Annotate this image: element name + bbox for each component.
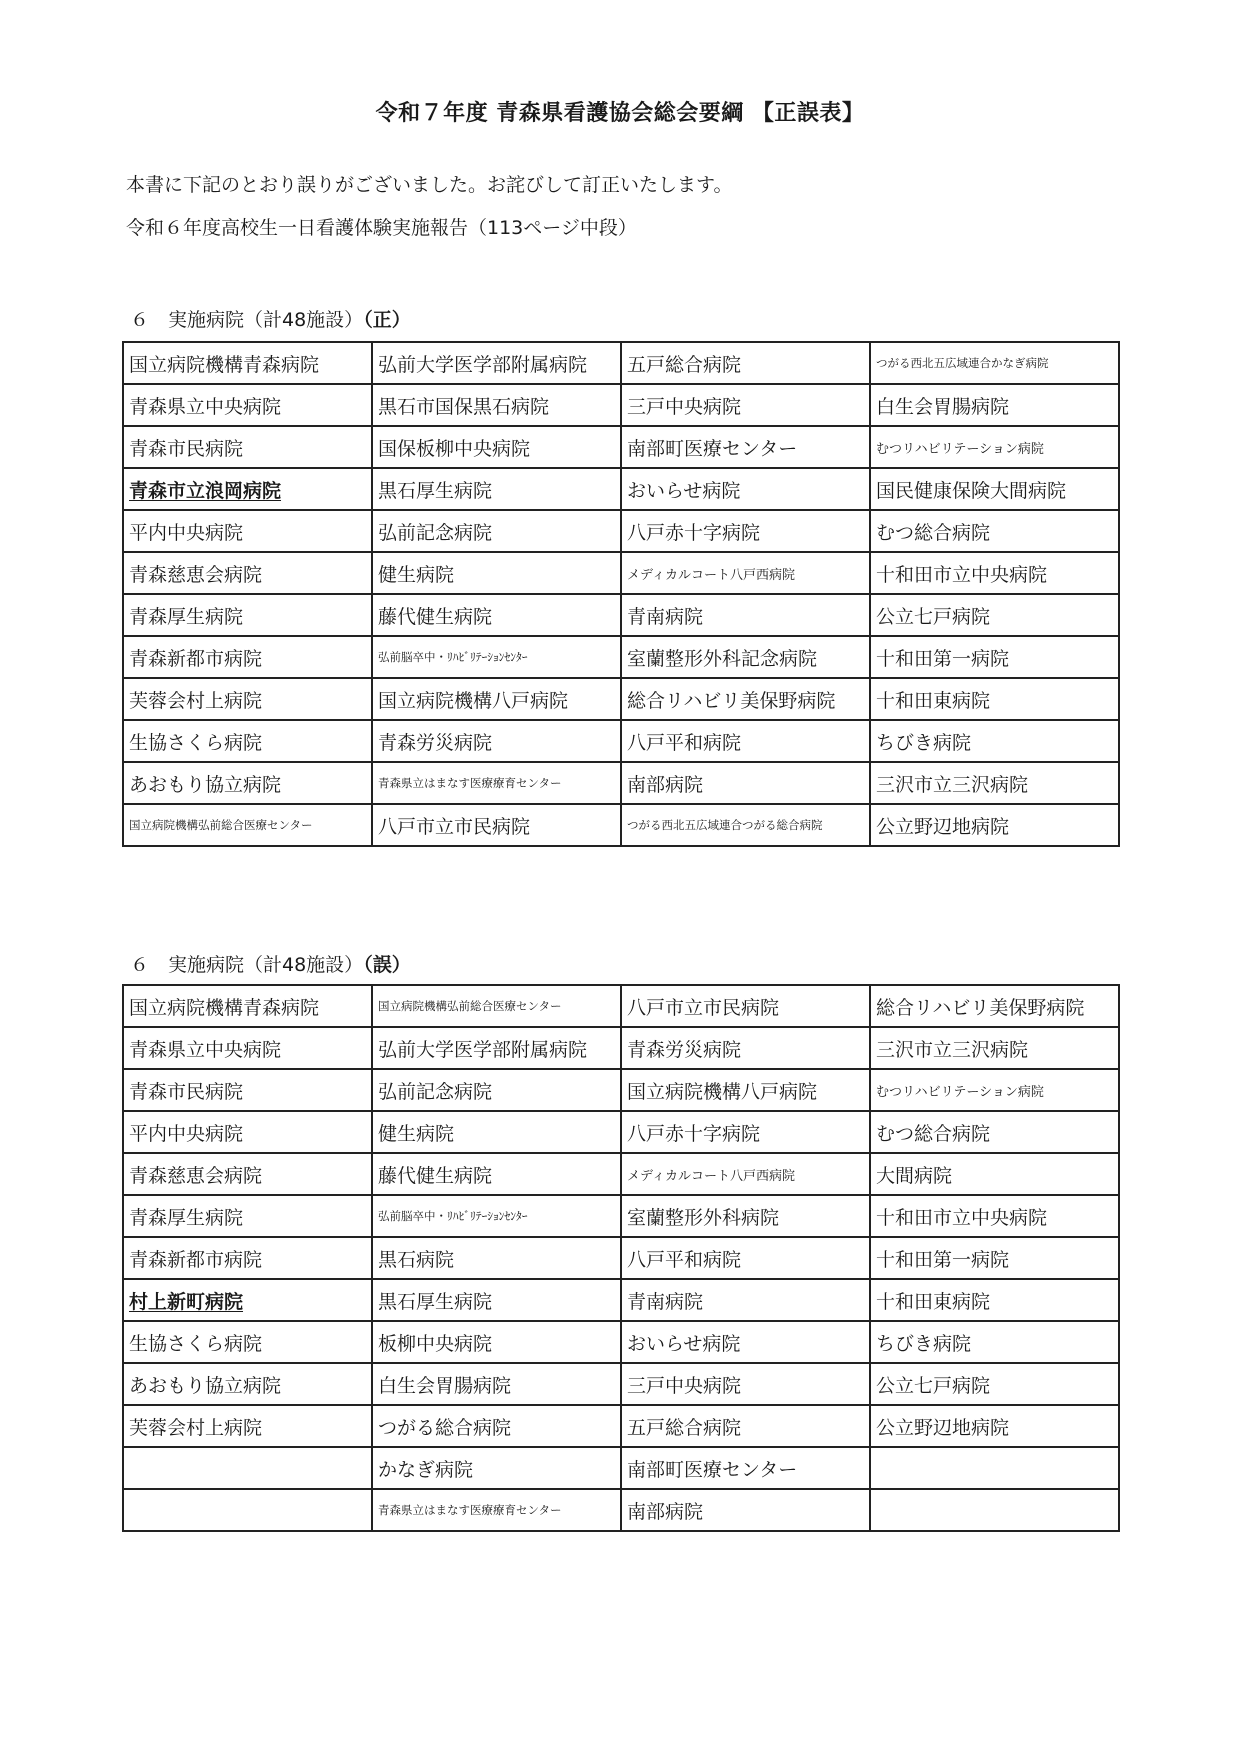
hospital-cell: 平内中央病院	[123, 1111, 372, 1153]
hospital-cell: おいらせ病院	[621, 1321, 870, 1363]
hospital-cell: 弘前脳卒中・ﾘﾊﾋﾞﾘﾃｰｼｮﾝｾﾝﾀｰ	[372, 636, 621, 678]
hospital-cell: 黒石市国保黒石病院	[372, 384, 621, 426]
table-row	[123, 1111, 1119, 1153]
hospital-cell: 公立七戸病院	[870, 1363, 1119, 1405]
table-row	[123, 594, 1119, 636]
hospital-cell: 青森労災病院	[372, 720, 621, 762]
hospital-cell: メディカルコート八戸西病院	[621, 1153, 870, 1195]
hospital-cell	[870, 1447, 1119, 1489]
hospital-cell: 芙蓉会村上病院	[123, 1405, 372, 1447]
hospital-cell: 黒石病院	[372, 1237, 621, 1279]
hospital-cell: 八戸赤十字病院	[621, 510, 870, 552]
hospital-table-incorrect	[122, 984, 1120, 1532]
hospital-cell: 十和田第一病院	[870, 636, 1119, 678]
hospital-cell: 青森市民病院	[123, 1069, 372, 1111]
hospital-cell: 国保板柳中央病院	[372, 426, 621, 468]
hospital-cell: つがる西北五広域連合つがる総合病院	[621, 804, 870, 846]
table-row	[123, 342, 1119, 384]
intro-reference-text: 令和６年度高校生一日看護体験実施報告（113ページ中段）	[126, 217, 637, 239]
document-title: 令和７年度 青森県看護協会総会要綱 【正誤表】	[375, 101, 865, 126]
hospital-cell: 黒石厚生病院	[372, 468, 621, 510]
hospital-table-correct	[122, 341, 1120, 847]
hospital-cell: 青森県立はまなす医療療育センター	[372, 1489, 621, 1531]
hospital-cell: つがる西北五広域連合かなぎ病院	[870, 342, 1119, 384]
hospital-cell: 三戸中央病院	[621, 384, 870, 426]
table-row	[123, 804, 1119, 846]
hospital-cell: 室蘭整形外科病院	[621, 1195, 870, 1237]
hospital-cell: 村上新町病院	[123, 1279, 372, 1321]
hospital-cell: 青森市民病院	[123, 426, 372, 468]
hospital-cell: 国民健康保険大間病院	[870, 468, 1119, 510]
hospital-cell: メディカルコート八戸西病院	[621, 552, 870, 594]
hospital-cell: 八戸市立市民病院	[621, 985, 870, 1027]
hospital-cell: 青森県立中央病院	[123, 1027, 372, 1069]
hospital-cell: 健生病院	[372, 1111, 621, 1153]
hospital-cell: 青南病院	[621, 1279, 870, 1321]
hospital-cell: 十和田東病院	[870, 1279, 1119, 1321]
hospital-cell: 青森新都市病院	[123, 1237, 372, 1279]
hospital-cell: 藤代健生病院	[372, 1153, 621, 1195]
hospital-cell: 公立野辺地病院	[870, 1405, 1119, 1447]
hospital-cell: ちびき病院	[870, 1321, 1119, 1363]
hospital-cell: 三戸中央病院	[621, 1363, 870, 1405]
hospital-cell: 青森厚生病院	[123, 594, 372, 636]
table-row	[123, 1405, 1119, 1447]
table-row	[123, 384, 1119, 426]
hospital-cell: 南部町医療センター	[621, 1447, 870, 1489]
hospital-cell: 芙蓉会村上病院	[123, 678, 372, 720]
hospital-cell: ちびき病院	[870, 720, 1119, 762]
table-row	[123, 468, 1119, 510]
hospital-cell: 八戸市立市民病院	[372, 804, 621, 846]
intro-apology-text: 本書に下記のとおり誤りがございました。お詫びして訂正いたします。	[126, 174, 733, 196]
table-row	[123, 1153, 1119, 1195]
hospital-cell: 生協さくら病院	[123, 1321, 372, 1363]
hospital-cell: 国立病院機構八戸病院	[621, 1069, 870, 1111]
hospital-cell: 青森慈恵会病院	[123, 1153, 372, 1195]
hospital-cell: 青森県立中央病院	[123, 384, 372, 426]
hospital-cell: 青南病院	[621, 594, 870, 636]
hospital-cell: 南部病院	[621, 762, 870, 804]
hospital-cell: 青森市立浪岡病院	[123, 468, 372, 510]
section-heading-tag: （正）	[363, 309, 411, 331]
hospital-cell: 八戸平和病院	[621, 1237, 870, 1279]
hospital-cell: 八戸平和病院	[621, 720, 870, 762]
table-row	[123, 636, 1119, 678]
hospital-cell: むつリハビリテーション病院	[870, 426, 1119, 468]
hospital-cell: 公立七戸病院	[870, 594, 1119, 636]
hospital-cell: 青森厚生病院	[123, 1195, 372, 1237]
hospital-cell: 弘前記念病院	[372, 510, 621, 552]
hospital-cell: 白生会胃腸病院	[870, 384, 1119, 426]
hospital-cell: 南部病院	[621, 1489, 870, 1531]
hospital-cell: 室蘭整形外科記念病院	[621, 636, 870, 678]
hospital-cell: 平内中央病院	[123, 510, 372, 552]
table-row	[123, 1027, 1119, 1069]
section-heading-tag: （誤）	[363, 954, 411, 976]
hospital-cell: むつ総合病院	[870, 1111, 1119, 1153]
hospital-cell: 八戸赤十字病院	[621, 1111, 870, 1153]
table-row	[123, 1195, 1119, 1237]
hospital-cell: 十和田第一病院	[870, 1237, 1119, 1279]
table-row	[123, 1069, 1119, 1111]
table-row	[123, 552, 1119, 594]
hospital-cell: 弘前大学医学部附属病院	[372, 1027, 621, 1069]
hospital-cell: むつ総合病院	[870, 510, 1119, 552]
hospital-cell: 弘前記念病院	[372, 1069, 621, 1111]
hospital-cell: 白生会胃腸病院	[372, 1363, 621, 1405]
section-heading-label: ６ 実施病院（計48施設）	[130, 309, 364, 331]
table-row	[123, 1237, 1119, 1279]
table-row	[123, 678, 1119, 720]
table-row	[123, 762, 1119, 804]
hospital-cell: 生協さくら病院	[123, 720, 372, 762]
hospital-cell: 板柳中央病院	[372, 1321, 621, 1363]
hospital-cell: 五戸総合病院	[621, 1405, 870, 1447]
hospital-cell: 国立病院機構八戸病院	[372, 678, 621, 720]
hospital-cell: 藤代健生病院	[372, 594, 621, 636]
hospital-cell: 国立病院機構弘前総合医療センター	[123, 804, 372, 846]
hospital-cell: 黒石厚生病院	[372, 1279, 621, 1321]
hospital-cell: 弘前大学医学部附属病院	[372, 342, 621, 384]
table-row	[123, 1363, 1119, 1405]
table-row	[123, 1447, 1119, 1489]
table-row	[123, 1321, 1119, 1363]
hospital-cell: 青森県立はまなす医療療育センター	[372, 762, 621, 804]
hospital-cell: あおもり協立病院	[123, 762, 372, 804]
hospital-cell: 国立病院機構青森病院	[123, 985, 372, 1027]
hospital-cell: 三沢市立三沢病院	[870, 762, 1119, 804]
hospital-cell: 総合リハビリ美保野病院	[621, 678, 870, 720]
hospital-cell	[123, 1447, 372, 1489]
table-row	[123, 510, 1119, 552]
hospital-cell: 国立病院機構弘前総合医療センター	[372, 985, 621, 1027]
section-heading-label: ６ 実施病院（計48施設）	[130, 954, 364, 976]
hospital-cell	[870, 1489, 1119, 1531]
table-row	[123, 426, 1119, 468]
hospital-cell: 五戸総合病院	[621, 342, 870, 384]
hospital-cell: 青森慈恵会病院	[123, 552, 372, 594]
hospital-cell: 南部町医療センター	[621, 426, 870, 468]
hospital-cell: むつリハビリテーション病院	[870, 1069, 1119, 1111]
hospital-cell: 総合リハビリ美保野病院	[870, 985, 1119, 1027]
table-row	[123, 985, 1119, 1027]
hospital-cell: 十和田市立中央病院	[870, 552, 1119, 594]
table-row	[123, 720, 1119, 762]
hospital-cell: おいらせ病院	[621, 468, 870, 510]
hospital-cell: 三沢市立三沢病院	[870, 1027, 1119, 1069]
hospital-cell: つがる総合病院	[372, 1405, 621, 1447]
hospital-cell: あおもり協立病院	[123, 1363, 372, 1405]
hospital-cell: 大間病院	[870, 1153, 1119, 1195]
section-heading-incorrect	[130, 950, 411, 977]
hospital-cell	[123, 1489, 372, 1531]
hospital-cell: かなぎ病院	[372, 1447, 621, 1489]
hospital-cell: 十和田市立中央病院	[870, 1195, 1119, 1237]
hospital-cell: 健生病院	[372, 552, 621, 594]
section-heading-correct	[130, 305, 411, 332]
hospital-cell: 公立野辺地病院	[870, 804, 1119, 846]
hospital-cell: 十和田東病院	[870, 678, 1119, 720]
hospital-cell: 青森労災病院	[621, 1027, 870, 1069]
table-row	[123, 1279, 1119, 1321]
hospital-cell: 国立病院機構青森病院	[123, 342, 372, 384]
hospital-cell: 弘前脳卒中・ﾘﾊﾋﾞﾘﾃｰｼｮﾝｾﾝﾀｰ	[372, 1195, 621, 1237]
hospital-cell: 青森新都市病院	[123, 636, 372, 678]
table-row	[123, 1489, 1119, 1531]
